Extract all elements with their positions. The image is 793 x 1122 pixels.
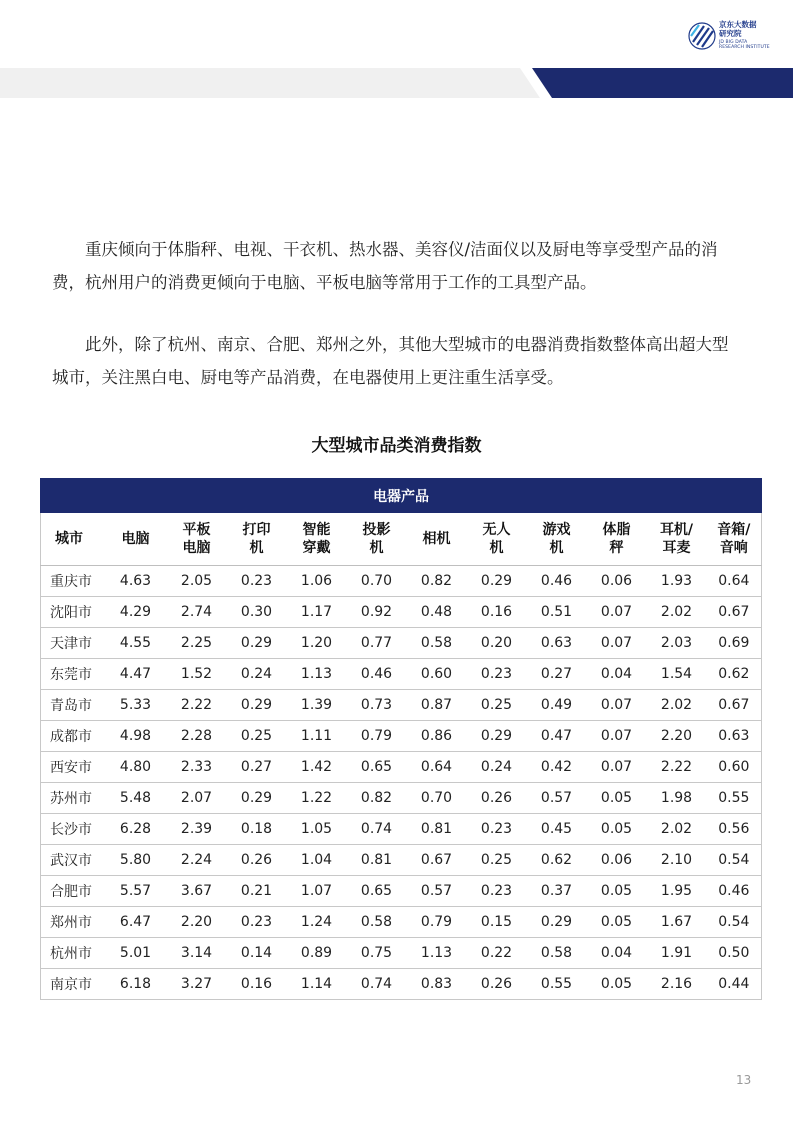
value-cell: 0.07 (587, 597, 647, 628)
value-cell: 0.82 (407, 566, 467, 597)
value-cell: 0.29 (227, 628, 287, 659)
value-cell: 0.87 (407, 690, 467, 721)
value-cell: 0.21 (227, 876, 287, 907)
value-cell: 0.74 (347, 814, 407, 845)
value-cell: 1.07 (287, 876, 347, 907)
column-header: 投影 机 (347, 513, 407, 566)
value-cell: 0.04 (587, 938, 647, 969)
value-cell: 2.02 (647, 814, 707, 845)
value-cell: 0.04 (587, 659, 647, 690)
value-cell: 0.74 (347, 969, 407, 1000)
value-cell: 4.55 (105, 628, 167, 659)
value-cell: 0.06 (587, 845, 647, 876)
table-row (41, 783, 762, 814)
value-cell: 0.64 (407, 752, 467, 783)
paragraph-1: 重庆倾向于体脂秤、电视、干衣机、热水器、美容仪/洁面仪以及厨电等享受型产品的消费，杭州用户的消费更倾向于电脑、平板电脑等常用于工作的工具型产品。 (52, 240, 718, 292)
value-cell: 0.23 (227, 907, 287, 938)
value-cell: 1.17 (287, 597, 347, 628)
value-cell: 0.30 (227, 597, 287, 628)
column-header: 体脂 秤 (587, 513, 647, 566)
value-cell: 0.20 (467, 628, 527, 659)
table-body (41, 566, 762, 1000)
value-cell: 0.18 (227, 814, 287, 845)
value-cell: 0.62 (707, 659, 762, 690)
city-cell: 郑州市 (41, 907, 105, 938)
value-cell: 0.89 (287, 938, 347, 969)
value-cell: 0.29 (527, 907, 587, 938)
value-cell: 0.27 (227, 752, 287, 783)
value-cell: 3.14 (167, 938, 227, 969)
value-cell: 0.42 (527, 752, 587, 783)
table-row (41, 938, 762, 969)
value-cell: 0.67 (707, 597, 762, 628)
column-header: 无人 机 (467, 513, 527, 566)
value-cell: 0.05 (587, 907, 647, 938)
value-cell: 2.22 (167, 690, 227, 721)
value-cell: 1.42 (287, 752, 347, 783)
city-cell: 东莞市 (41, 659, 105, 690)
city-cell: 天津市 (41, 628, 105, 659)
value-cell: 0.65 (347, 876, 407, 907)
value-cell: 0.70 (347, 566, 407, 597)
value-cell: 0.48 (407, 597, 467, 628)
value-cell: 3.27 (167, 969, 227, 1000)
column-header: 耳机/ 耳麦 (647, 513, 707, 566)
value-cell: 2.20 (647, 721, 707, 752)
logo-title: 京东大数据 研究院 (719, 20, 757, 38)
value-cell: 0.73 (347, 690, 407, 721)
value-cell: 1.05 (287, 814, 347, 845)
table-row (41, 907, 762, 938)
value-cell: 0.26 (467, 783, 527, 814)
value-cell: 2.02 (647, 597, 707, 628)
city-cell: 西安市 (41, 752, 105, 783)
value-cell: 0.75 (347, 938, 407, 969)
value-cell: 4.47 (105, 659, 167, 690)
value-cell: 0.07 (587, 628, 647, 659)
value-cell: 0.29 (227, 690, 287, 721)
table-row (41, 659, 762, 690)
value-cell: 2.22 (647, 752, 707, 783)
value-cell: 1.11 (287, 721, 347, 752)
logo-mark-icon (688, 20, 716, 52)
value-cell: 0.25 (467, 690, 527, 721)
value-cell: 0.50 (707, 938, 762, 969)
value-cell: 2.28 (167, 721, 227, 752)
value-cell: 0.23 (467, 659, 527, 690)
value-cell: 0.29 (227, 783, 287, 814)
value-cell: 4.63 (105, 566, 167, 597)
value-cell: 0.46 (707, 876, 762, 907)
value-cell: 0.54 (707, 845, 762, 876)
value-cell: 2.03 (647, 628, 707, 659)
value-cell: 0.22 (467, 938, 527, 969)
value-cell: 0.60 (707, 752, 762, 783)
header-band (0, 68, 793, 98)
value-cell: 0.37 (527, 876, 587, 907)
value-cell: 0.24 (467, 752, 527, 783)
value-cell: 1.93 (647, 566, 707, 597)
value-cell: 0.29 (467, 721, 527, 752)
value-cell: 0.67 (407, 845, 467, 876)
value-cell: 0.92 (347, 597, 407, 628)
value-cell: 0.65 (347, 752, 407, 783)
value-cell: 4.98 (105, 721, 167, 752)
value-cell: 0.23 (227, 566, 287, 597)
city-cell: 成都市 (41, 721, 105, 752)
value-cell: 0.05 (587, 876, 647, 907)
paragraph-2: 此外，除了杭州、南京、合肥、郑州之外，其他大型城市的电器消费指数整体高出超大型城市，关注黑白电、厨电等产品消费，在电器使用上更注重生活享受。 (52, 335, 729, 387)
table-title: 大型城市品类消费指数 (311, 436, 482, 456)
group-header: 电器产品 (41, 479, 762, 513)
column-header-row (41, 513, 762, 566)
value-cell: 1.06 (287, 566, 347, 597)
value-cell: 1.52 (167, 659, 227, 690)
value-cell: 1.04 (287, 845, 347, 876)
city-cell: 苏州市 (41, 783, 105, 814)
value-cell: 0.60 (407, 659, 467, 690)
column-header-city: 城市 (41, 513, 105, 566)
value-cell: 6.28 (105, 814, 167, 845)
value-cell: 4.80 (105, 752, 167, 783)
column-header: 游戏 机 (527, 513, 587, 566)
value-cell: 0.49 (527, 690, 587, 721)
value-cell: 2.33 (167, 752, 227, 783)
value-cell: 1.20 (287, 628, 347, 659)
value-cell: 0.45 (527, 814, 587, 845)
value-cell: 5.48 (105, 783, 167, 814)
value-cell: 0.14 (227, 938, 287, 969)
value-cell: 0.16 (467, 597, 527, 628)
value-cell: 0.70 (407, 783, 467, 814)
value-cell: 0.26 (467, 969, 527, 1000)
value-cell: 0.25 (467, 845, 527, 876)
value-cell: 0.05 (587, 814, 647, 845)
value-cell: 0.44 (707, 969, 762, 1000)
value-cell: 0.62 (527, 845, 587, 876)
city-cell: 南京市 (41, 969, 105, 1000)
value-cell: 0.58 (347, 907, 407, 938)
value-cell: 0.46 (347, 659, 407, 690)
value-cell: 2.16 (647, 969, 707, 1000)
value-cell: 6.18 (105, 969, 167, 1000)
value-cell: 0.58 (407, 628, 467, 659)
value-cell: 2.39 (167, 814, 227, 845)
city-cell: 合肥市 (41, 876, 105, 907)
value-cell: 0.79 (407, 907, 467, 938)
city-cell: 武汉市 (41, 845, 105, 876)
value-cell: 0.64 (707, 566, 762, 597)
value-cell: 2.74 (167, 597, 227, 628)
value-cell: 5.01 (105, 938, 167, 969)
table-row (41, 752, 762, 783)
value-cell: 0.54 (707, 907, 762, 938)
value-cell: 0.05 (587, 969, 647, 1000)
value-cell: 1.24 (287, 907, 347, 938)
value-cell: 4.29 (105, 597, 167, 628)
city-cell: 重庆市 (41, 566, 105, 597)
value-cell: 0.47 (527, 721, 587, 752)
value-cell: 1.14 (287, 969, 347, 1000)
value-cell: 5.80 (105, 845, 167, 876)
value-cell: 1.13 (287, 659, 347, 690)
value-cell: 2.07 (167, 783, 227, 814)
value-cell: 0.58 (527, 938, 587, 969)
column-header: 打印 机 (227, 513, 287, 566)
city-cell: 青岛市 (41, 690, 105, 721)
table-row (41, 566, 762, 597)
table-row (41, 597, 762, 628)
value-cell: 0.63 (527, 628, 587, 659)
value-cell: 2.02 (647, 690, 707, 721)
column-header: 平板 电脑 (167, 513, 227, 566)
value-cell: 2.20 (167, 907, 227, 938)
value-cell: 0.07 (587, 690, 647, 721)
table-row (41, 814, 762, 845)
value-cell: 0.23 (467, 876, 527, 907)
value-cell: 0.69 (707, 628, 762, 659)
value-cell: 0.27 (527, 659, 587, 690)
value-cell: 0.56 (707, 814, 762, 845)
value-cell: 3.67 (167, 876, 227, 907)
table-row (41, 721, 762, 752)
jd-big-data-logo (688, 20, 768, 54)
value-cell: 0.07 (587, 721, 647, 752)
column-header: 音箱/ 音响 (707, 513, 762, 566)
value-cell: 0.81 (347, 845, 407, 876)
value-cell: 0.25 (227, 721, 287, 752)
city-cell: 长沙市 (41, 814, 105, 845)
value-cell: 1.13 (407, 938, 467, 969)
value-cell: 1.22 (287, 783, 347, 814)
table-row (41, 876, 762, 907)
value-cell: 0.67 (707, 690, 762, 721)
column-header: 相机 (407, 513, 467, 566)
value-cell: 0.55 (707, 783, 762, 814)
page-number: 13 (736, 1073, 752, 1087)
city-cell: 杭州市 (41, 938, 105, 969)
value-cell: 0.77 (347, 628, 407, 659)
value-cell: 1.67 (647, 907, 707, 938)
value-cell: 0.55 (527, 969, 587, 1000)
value-cell: 0.51 (527, 597, 587, 628)
value-cell: 0.63 (707, 721, 762, 752)
value-cell: 2.05 (167, 566, 227, 597)
value-cell: 0.57 (527, 783, 587, 814)
value-cell: 0.26 (227, 845, 287, 876)
value-cell: 0.15 (467, 907, 527, 938)
value-cell: 0.24 (227, 659, 287, 690)
value-cell: 0.23 (467, 814, 527, 845)
table-row (41, 690, 762, 721)
value-cell: 0.82 (347, 783, 407, 814)
value-cell: 0.16 (227, 969, 287, 1000)
value-cell: 6.47 (105, 907, 167, 938)
column-header: 电脑 (105, 513, 167, 566)
value-cell: 0.86 (407, 721, 467, 752)
value-cell: 1.95 (647, 876, 707, 907)
value-cell: 0.46 (527, 566, 587, 597)
value-cell: 5.57 (105, 876, 167, 907)
value-cell: 0.81 (407, 814, 467, 845)
value-cell: 2.24 (167, 845, 227, 876)
value-cell: 0.83 (407, 969, 467, 1000)
value-cell: 0.05 (587, 783, 647, 814)
value-cell: 0.06 (587, 566, 647, 597)
table-row (41, 628, 762, 659)
value-cell: 0.57 (407, 876, 467, 907)
value-cell: 1.91 (647, 938, 707, 969)
value-cell: 2.25 (167, 628, 227, 659)
value-cell: 1.98 (647, 783, 707, 814)
value-cell: 0.07 (587, 752, 647, 783)
table-row (41, 969, 762, 1000)
city-cell: 沈阳市 (41, 597, 105, 628)
value-cell: 1.39 (287, 690, 347, 721)
consumption-index-table (40, 478, 761, 1000)
value-cell: 1.54 (647, 659, 707, 690)
logo-subtitle: JD BIG DATA RESEARCH INSTITUTE (719, 40, 770, 50)
table-row (41, 845, 762, 876)
column-header: 智能 穿戴 (287, 513, 347, 566)
value-cell: 2.10 (647, 845, 707, 876)
value-cell: 0.79 (347, 721, 407, 752)
value-cell: 5.33 (105, 690, 167, 721)
value-cell: 0.29 (467, 566, 527, 597)
